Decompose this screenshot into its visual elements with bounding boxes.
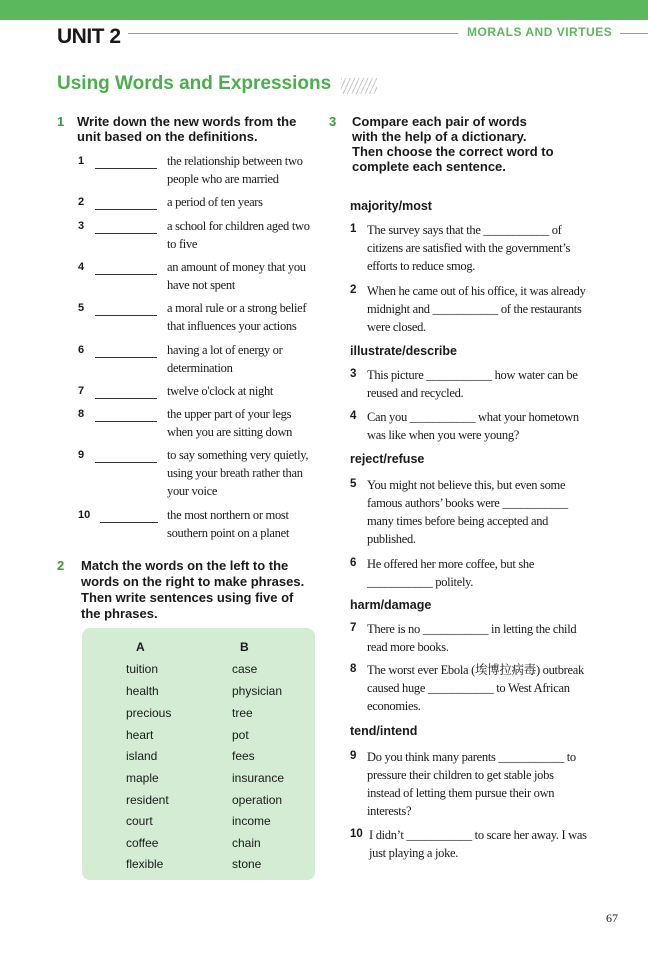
word-b: case xyxy=(232,662,258,676)
definition-text: a moral rule or a strong belief that influences your actions xyxy=(167,301,307,333)
word-a: court xyxy=(126,814,153,828)
definition-text: a period of ten years xyxy=(167,195,263,209)
exercise-1-instruction-line2: unit based on the definitions. xyxy=(77,129,258,144)
definition-text: the most northern or most southern point on a planet xyxy=(167,508,290,540)
definition-text: an amount of money that you have not spent xyxy=(167,260,306,292)
sentence-part: There is no xyxy=(367,622,420,636)
answer-blank[interactable] xyxy=(100,522,158,523)
answer-blank[interactable] xyxy=(95,462,157,463)
word-a: island xyxy=(126,749,158,763)
sentence-part: When he came out of his office, it was already midnight and xyxy=(367,284,586,316)
sentence-text: There is no ___________ in letting the child read more books. xyxy=(367,622,577,654)
answer-blank[interactable] xyxy=(95,209,157,210)
word-pair-heading: majority/most xyxy=(350,199,432,213)
definition-text: the upper part of your legs when you are sitting down xyxy=(167,407,293,439)
exercise-1-instruction xyxy=(77,114,296,144)
word-a: health xyxy=(126,684,159,698)
word-a: maple xyxy=(126,771,159,785)
word-b: chain xyxy=(232,836,261,850)
word-a: tuition xyxy=(126,662,159,676)
sentence-part: The survey says that the xyxy=(367,223,481,237)
definition-number: 7 xyxy=(78,385,85,397)
header-rule xyxy=(128,33,458,34)
sentence-number: 4 xyxy=(350,410,357,422)
answer-blank[interactable] xyxy=(95,274,157,275)
definition-number: 1 xyxy=(78,155,85,167)
column-b-header: B xyxy=(240,640,249,654)
word-b: pot xyxy=(232,728,249,742)
sentence-number: 8 xyxy=(350,663,357,675)
sentence-text: I didn’t ___________ to scare her away. I was just playing a joke. xyxy=(369,828,587,860)
sentence-part: This picture xyxy=(367,368,424,382)
word-pair-heading: harm/damage xyxy=(350,598,432,612)
exercise-2-instruction-line4: the phrases. xyxy=(81,606,158,621)
answer-blank[interactable] xyxy=(95,357,157,358)
exercise-1-number: 1 xyxy=(57,114,65,129)
definition-text: to say something very quietly, using your breath rather than your voice xyxy=(167,448,309,498)
sentence-text: When he came out of his office, it was already midnight and ___________ of the restaurants were closed. xyxy=(367,284,586,334)
sentence-part: to West African economies. xyxy=(367,681,570,713)
definition-number: 2 xyxy=(78,196,85,208)
word-b: insurance xyxy=(232,771,285,785)
sentence-number: 6 xyxy=(350,557,357,569)
top-color-bar xyxy=(0,0,648,20)
sentence-number: 3 xyxy=(350,368,357,380)
sentence-part: in letting the child read more books. xyxy=(367,622,577,654)
word-b: tree xyxy=(232,706,253,720)
sentence-part: The worst ever Ebola (埃博拉病毒) outbreak caused huge xyxy=(367,663,584,695)
column-a-header: A xyxy=(136,640,145,654)
answer-blank[interactable] xyxy=(95,398,157,399)
definition-text: the relationship between two people who are married xyxy=(167,154,303,186)
sentence-part: of the restaurants were closed. xyxy=(367,302,582,334)
sentence-text: Do you think many parents ___________ to pressure their children to get stable jobs instead of letting them pursue their own interests? xyxy=(367,750,576,818)
word-a: flexible xyxy=(126,857,164,871)
exercise-2-instruction-line3: Then write sentences using five of xyxy=(81,590,294,605)
sentence-part: You might not believe this, but even some famous authors’ books were xyxy=(367,478,566,510)
definition-text: having a lot of energy or determination xyxy=(167,343,283,375)
exercise-1-instruction-line1: Write down the new words from the xyxy=(77,114,297,129)
sentence-part: of citizens are satisfied with the government’s efforts to reduce smog. xyxy=(367,223,571,273)
exercise-3-instruction xyxy=(352,114,554,174)
definition-text: twelve o'clock at night xyxy=(167,384,274,398)
exercise-2-number: 2 xyxy=(57,558,65,573)
exercise-3-instruction-line1: Compare each pair of words xyxy=(352,114,527,129)
sentence-part: I didn’t xyxy=(369,828,404,842)
word-a: coffee xyxy=(126,836,159,850)
exercise-3-instruction-line3: Then choose the correct word to xyxy=(352,144,554,159)
decorative-stripes xyxy=(341,78,377,94)
definition-number: 10 xyxy=(78,509,91,521)
word-b: income xyxy=(232,814,271,828)
definition-number: 4 xyxy=(78,261,85,273)
answer-blank[interactable] xyxy=(95,315,157,316)
sentence-text: The worst ever Ebola (埃博拉病毒) outbreak caused huge ___________ to West African economies. xyxy=(367,663,584,713)
word-a: precious xyxy=(126,706,172,720)
answer-blank[interactable] xyxy=(95,421,157,422)
sentence-part: to scare her away. I was just playing a joke. xyxy=(369,828,587,860)
definition-number: 8 xyxy=(78,408,85,420)
sentence-number: 5 xyxy=(350,478,357,490)
sentence-part: to pressure their children to get stable jobs instead of letting them pursue their own interests? xyxy=(367,750,576,818)
word-a: heart xyxy=(126,728,154,742)
sentence-part: Do you think many parents xyxy=(367,750,496,764)
definition-number: 9 xyxy=(78,449,85,461)
sentence-number: 9 xyxy=(350,750,357,762)
sentence-text: You might not believe this, but even some famous authors’ books were ___________ many times before being accepted and published. xyxy=(367,478,568,546)
word-b: physician xyxy=(232,684,283,698)
exercise-3-number: 3 xyxy=(329,114,337,129)
page-number: 67 xyxy=(606,911,618,925)
definition-number: 6 xyxy=(78,344,85,356)
exercise-2-instruction xyxy=(81,558,304,622)
sentence-part: politely. xyxy=(435,575,474,589)
sentence-number: 1 xyxy=(350,223,357,235)
exercise-3-instruction-line4: complete each sentence. xyxy=(352,159,506,174)
sentence-number: 2 xyxy=(350,284,357,296)
exercise-2-instruction-line2: words on the right to make phrases. xyxy=(81,574,305,589)
word-a: resident xyxy=(126,793,169,807)
word-pair-heading: illustrate/describe xyxy=(350,344,457,358)
sentence-part: many times before being accepted and published. xyxy=(367,514,549,546)
sentence-part: Can you xyxy=(367,410,407,424)
unit-theme: MORALS AND VIRTUES xyxy=(467,25,613,39)
word-b: fees xyxy=(232,749,255,763)
definition-number: 3 xyxy=(78,220,85,232)
section-title: Using Words and Expressions xyxy=(57,73,332,94)
definition-number: 5 xyxy=(78,302,85,314)
answer-blank[interactable] xyxy=(95,233,157,234)
sentence-part: He offered her more coffee, but she xyxy=(367,557,535,571)
sentence-text: This picture ___________ how water can be reused and recycled. xyxy=(367,368,578,400)
sentence-part: what your hometown was like when you were young? xyxy=(367,410,579,442)
exercise-2-instruction-line1: Match the words on the left to the xyxy=(81,558,289,573)
definition-text: a school for children aged two to five xyxy=(167,219,310,251)
unit-title: UNIT 2 xyxy=(57,25,121,48)
word-b: stone xyxy=(232,857,262,871)
matching-box xyxy=(82,628,315,880)
sentence-number: 10 xyxy=(350,828,363,840)
exercise-3-instruction-line2: with the help of a dictionary. xyxy=(352,129,527,144)
sentence-part: how water can be reused and recycled. xyxy=(367,368,578,400)
sentence-number: 7 xyxy=(350,622,357,634)
word-b: operation xyxy=(232,793,283,807)
answer-blank[interactable] xyxy=(95,168,157,169)
sentence-text: He offered her more coffee, but she ___________ politely. xyxy=(367,557,535,589)
sentence-text: The survey says that the ___________ of citizens are satisfied with the government’s efforts to reduce smog. xyxy=(367,223,571,273)
header-rule-end xyxy=(620,33,648,34)
sentence-text: Can you ___________ what your hometown was like when you were young? xyxy=(367,410,579,442)
word-pair-heading: reject/refuse xyxy=(350,452,425,466)
word-pair-heading: tend/intend xyxy=(350,724,418,738)
